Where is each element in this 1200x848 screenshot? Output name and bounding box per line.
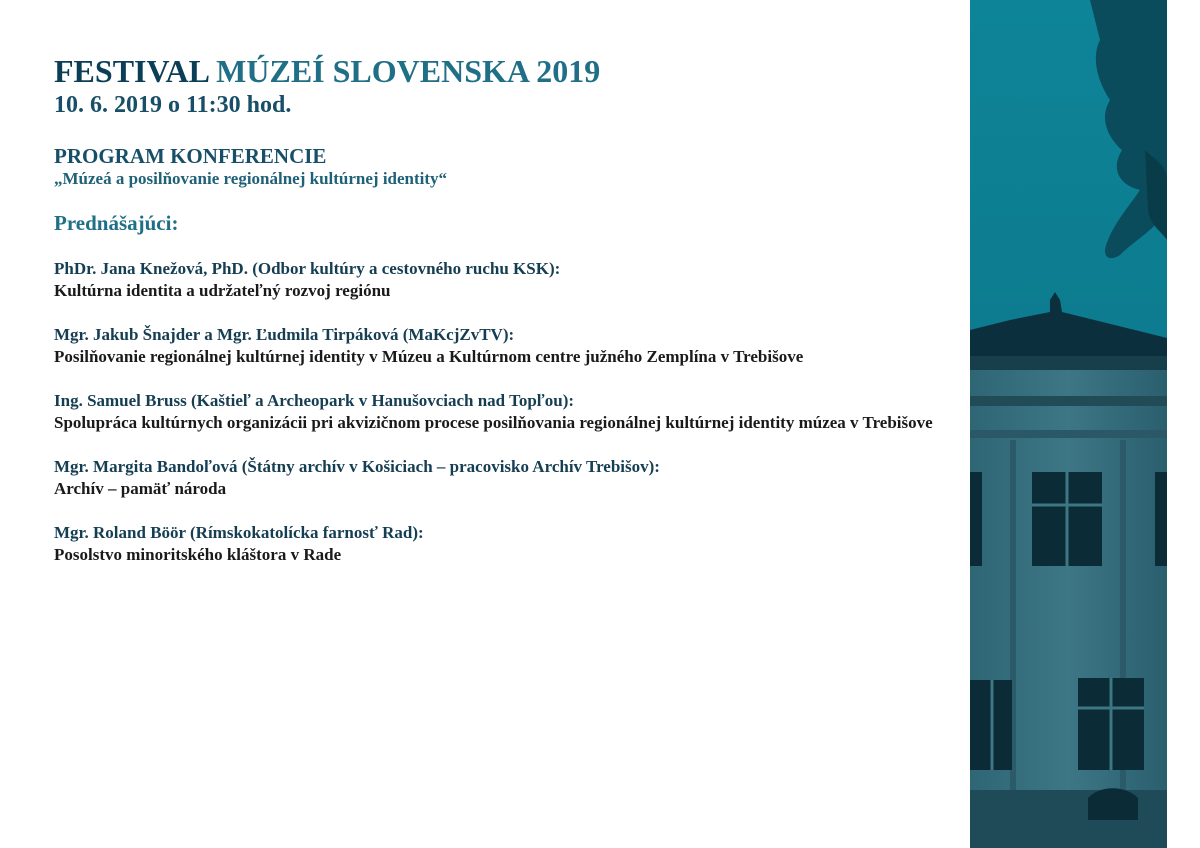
program-content	[54, 52, 954, 588]
ornament	[1088, 788, 1138, 820]
talk-title: Spolupráca kultúrnych organizácii pri akvizičnom procese posilňovania regionálnej kultúrnej identity múzea v Trebišove	[54, 413, 933, 432]
talk-item	[54, 456, 954, 500]
event-date: 10. 6. 2019 o 11:30 hod.	[54, 92, 292, 118]
talk-item	[54, 522, 954, 566]
talk-speaker: Mgr. Jakub Šnajder a Mgr. Ľudmila Tirpáková (MaKcjZvTV):	[54, 325, 515, 344]
cornice	[970, 396, 1167, 406]
talk-speaker: Mgr. Margita Bandoľová (Štátny archív v Košiciach – pracovisko Archív Trebišov):	[54, 457, 660, 476]
talk-item	[54, 324, 954, 368]
building-photo-panel	[970, 0, 1167, 848]
talk-item	[54, 258, 954, 302]
talk-speaker: PhDr. Jana Knežová, PhD. (Odbor kultúry a cestovného ruchu KSK):	[54, 259, 561, 278]
festival-title-part2: MÚZEÍ SLOVENSKA 2019	[216, 53, 601, 89]
festival-title	[54, 52, 954, 90]
program-heading: PROGRAM KONFERENCIE	[54, 144, 327, 168]
window	[1155, 472, 1167, 566]
conference-subtitle: „Múzeá a posilňovanie regionálnej kultúrnej identity“	[54, 169, 448, 188]
building-photo-illustration	[970, 0, 1167, 848]
page-edge-margin	[1167, 0, 1200, 848]
festival-title-part1: FESTIVAL	[54, 53, 217, 89]
talk-title: Posolstvo minoritského kláštora v Rade	[54, 545, 342, 564]
window	[970, 472, 982, 566]
cornice	[970, 430, 1167, 438]
cornice	[970, 356, 1167, 370]
talk-title: Archív – pamäť národa	[54, 479, 227, 498]
talk-title: Posilňovanie regionálnej kultúrnej identity v Múzeu a Kultúrnom centre južného Zemplína v Trebišove	[54, 347, 804, 366]
talk-speaker: Mgr. Roland Böör (Rímskokatolícka farnosť Rad):	[54, 523, 424, 542]
talk-speaker: Ing. Samuel Bruss (Kaštieľ a Archeopark v Hanušovciach nad Topľou):	[54, 391, 575, 410]
talk-title: Kultúrna identita a udržateľný rozvoj regiónu	[54, 281, 391, 300]
speakers-heading: Prednášajúci:	[54, 211, 179, 235]
talk-item	[54, 390, 954, 434]
